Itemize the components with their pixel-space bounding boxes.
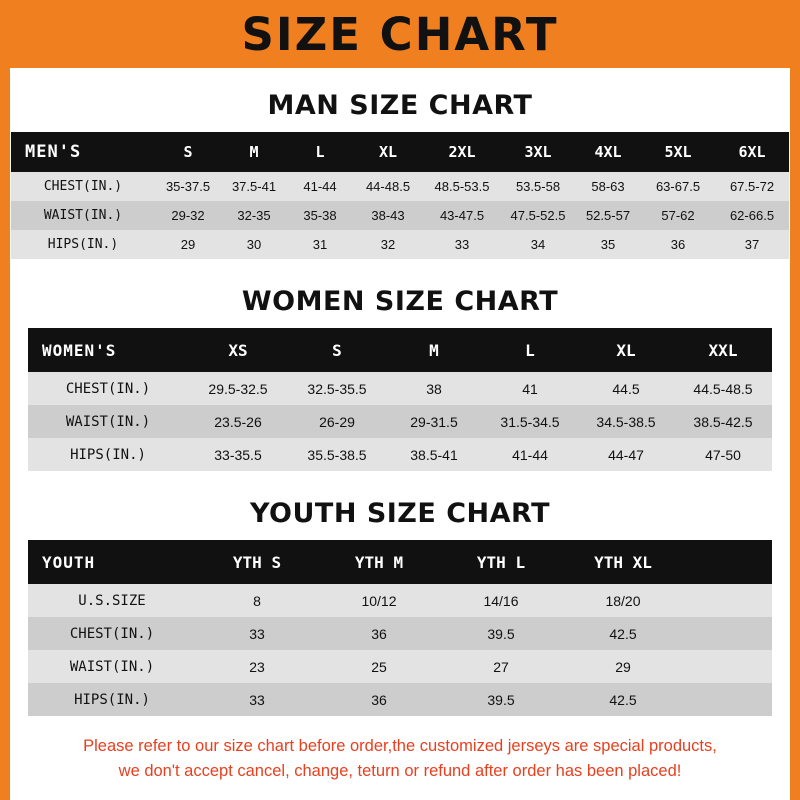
man-waist-xl: 38-43 <box>371 208 405 223</box>
youth-waist-s: 23 <box>249 658 265 675</box>
women-hips-xl: 44-47 <box>608 446 644 463</box>
youth-us-size-m: 10/12 <box>361 592 397 609</box>
table-row <box>11 230 789 259</box>
man-waist-6xl: 62-66.5 <box>729 208 775 223</box>
women-header-s: S <box>332 340 342 360</box>
youth-hips-spacer <box>684 683 772 716</box>
youth-table-header-row <box>28 540 772 584</box>
man-hips-2xl: 33 <box>454 237 470 252</box>
man-header-xl: XL <box>378 143 398 161</box>
man-hips-5xl: 36 <box>670 237 686 252</box>
youth-size-table <box>28 540 772 716</box>
man-header-label: MEN'S <box>25 142 82 162</box>
women-header-m: M <box>429 340 439 360</box>
women-header-label: WOMEN'S <box>42 340 117 360</box>
man-row-label-waist: WAIST(IN.) <box>43 208 123 223</box>
page-title: SIZE CHART <box>241 7 559 61</box>
women-waist-m: 29-31.5 <box>410 413 458 430</box>
youth-waist-m: 25 <box>371 658 387 675</box>
footer-disclaimer <box>20 734 780 784</box>
table-row <box>28 438 772 471</box>
youth-chest-m: 36 <box>371 625 387 642</box>
man-waist-5xl: 57-62 <box>661 208 695 223</box>
man-hips-s: 29 <box>180 237 196 252</box>
man-waist-2xl: 43-47.5 <box>439 208 485 223</box>
table-row <box>28 617 772 650</box>
man-chest-5xl: 63-67.5 <box>655 179 701 194</box>
man-waist-3xl: 47.5-52.5 <box>510 208 566 223</box>
youth-header-yth-s: YTH S <box>232 552 282 572</box>
man-chest-xl: 44-48.5 <box>365 179 411 194</box>
footer-line-2: we don't accept cancel, change, teturn or refund after order has been placed! <box>118 761 682 780</box>
youth-hips-m: 36 <box>371 691 387 708</box>
women-hips-s: 35.5-38.5 <box>307 446 367 463</box>
youth-chest-s: 33 <box>249 625 265 642</box>
man-header-m: M <box>249 143 259 161</box>
man-hips-4xl: 35 <box>600 237 616 252</box>
women-chest-xs: 29.5-32.5 <box>208 380 268 397</box>
youth-hips-xl: 42.5 <box>609 691 637 708</box>
youth-row-label-us-size: U.S.SIZE <box>78 592 146 609</box>
women-table-header-row <box>28 328 772 372</box>
man-table-header-row <box>11 132 789 172</box>
man-waist-4xl: 52.5-57 <box>585 208 631 223</box>
youth-header-yth-m: YTH M <box>354 552 404 572</box>
man-waist-l: 35-38 <box>303 208 337 223</box>
man-header-l: L <box>315 143 325 161</box>
youth-hips-s: 33 <box>249 691 265 708</box>
man-chest-2xl: 48.5-53.5 <box>434 179 490 194</box>
man-waist-s: 29-32 <box>171 208 205 223</box>
table-row <box>28 584 772 617</box>
man-header-6xl: 6XL <box>738 143 766 161</box>
women-chest-l: 41 <box>522 380 538 397</box>
women-chest-m: 38 <box>426 380 442 397</box>
youth-waist-spacer <box>684 650 772 683</box>
man-chest-6xl: 67.5-72 <box>729 179 775 194</box>
page-banner <box>0 0 800 68</box>
man-chest-3xl: 53.5-58 <box>515 179 561 194</box>
youth-chest-xl: 42.5 <box>609 625 637 642</box>
women-hips-m: 38.5-41 <box>410 446 458 463</box>
man-header-2xl: 2XL <box>448 143 476 161</box>
youth-header-yth-l: YTH L <box>476 552 526 572</box>
man-waist-m: 32-35 <box>237 208 271 223</box>
youth-waist-xl: 29 <box>615 658 631 675</box>
women-hips-l: 41-44 <box>512 446 548 463</box>
man-hips-l: 31 <box>312 237 328 252</box>
man-chest-4xl: 58-63 <box>591 179 625 194</box>
youth-us-size-s: 8 <box>253 592 261 609</box>
youth-us-size-l: 14/16 <box>483 592 519 609</box>
women-hips-xs: 33-35.5 <box>214 446 262 463</box>
youth-header-spacer <box>684 540 772 584</box>
man-chest-s: 35-37.5 <box>165 179 211 194</box>
women-chest-xxl: 44.5-48.5 <box>693 380 753 397</box>
youth-waist-l: 27 <box>493 658 509 675</box>
table-row <box>28 405 772 438</box>
youth-chest-l: 39.5 <box>487 625 515 642</box>
footer-line-1: Please refer to our size chart before order,the customized jerseys are special products, <box>83 737 717 755</box>
women-size-table <box>28 328 772 471</box>
women-hips-xxl: 47-50 <box>705 446 741 463</box>
youth-chest-spacer <box>684 617 772 650</box>
youth-row-label-chest: CHEST(IN.) <box>69 625 155 642</box>
women-row-label-chest: CHEST(IN.) <box>65 380 151 397</box>
women-waist-s: 26-29 <box>319 413 355 430</box>
women-header-l: L <box>525 340 535 360</box>
youth-header-label: YOUTH <box>42 552 96 572</box>
women-waist-l: 31.5-34.5 <box>500 413 560 430</box>
table-row <box>28 372 772 405</box>
man-hips-6xl: 37 <box>744 237 760 252</box>
women-waist-xl: 34.5-38.5 <box>596 413 656 430</box>
youth-hips-l: 39.5 <box>487 691 515 708</box>
table-row <box>28 683 772 716</box>
women-row-label-hips: HIPS(IN.) <box>70 446 146 463</box>
women-header-xxl: XXL <box>708 340 738 360</box>
table-row <box>11 201 789 230</box>
man-hips-xl: 32 <box>380 237 396 252</box>
man-row-label-chest: CHEST(IN.) <box>43 179 123 194</box>
women-chest-xl: 44.5 <box>612 380 640 397</box>
women-header-xl: XL <box>616 340 636 360</box>
youth-section-title: YOUTH SIZE CHART <box>249 498 551 529</box>
man-header-s: S <box>183 143 193 161</box>
women-waist-xxl: 38.5-42.5 <box>693 413 753 430</box>
women-header-xs: XS <box>228 340 248 360</box>
table-row <box>28 650 772 683</box>
man-row-label-hips: HIPS(IN.) <box>47 237 119 252</box>
man-section-title: MAN SIZE CHART <box>267 90 533 121</box>
women-row-label-waist: WAIST(IN.) <box>65 413 151 430</box>
youth-header-yth-xl: YTH XL <box>594 552 652 572</box>
man-header-3xl: 3XL <box>524 143 552 161</box>
youth-row-label-waist: WAIST(IN.) <box>69 658 155 675</box>
man-size-table <box>11 132 789 259</box>
women-chest-s: 32.5-35.5 <box>307 380 367 397</box>
youth-row-label-hips: HIPS(IN.) <box>74 691 150 708</box>
man-hips-3xl: 34 <box>530 237 546 252</box>
women-section-title: WOMEN SIZE CHART <box>241 286 559 317</box>
table-row <box>11 172 789 201</box>
youth-us-size-spacer <box>684 584 772 617</box>
man-header-4xl: 4XL <box>594 143 622 161</box>
man-header-5xl: 5XL <box>664 143 692 161</box>
man-hips-m: 30 <box>246 237 262 252</box>
women-waist-xs: 23.5-26 <box>214 413 262 430</box>
youth-us-size-xl: 18/20 <box>605 592 641 609</box>
man-chest-l: 41-44 <box>303 179 337 194</box>
man-chest-m: 37.5-41 <box>231 179 277 194</box>
